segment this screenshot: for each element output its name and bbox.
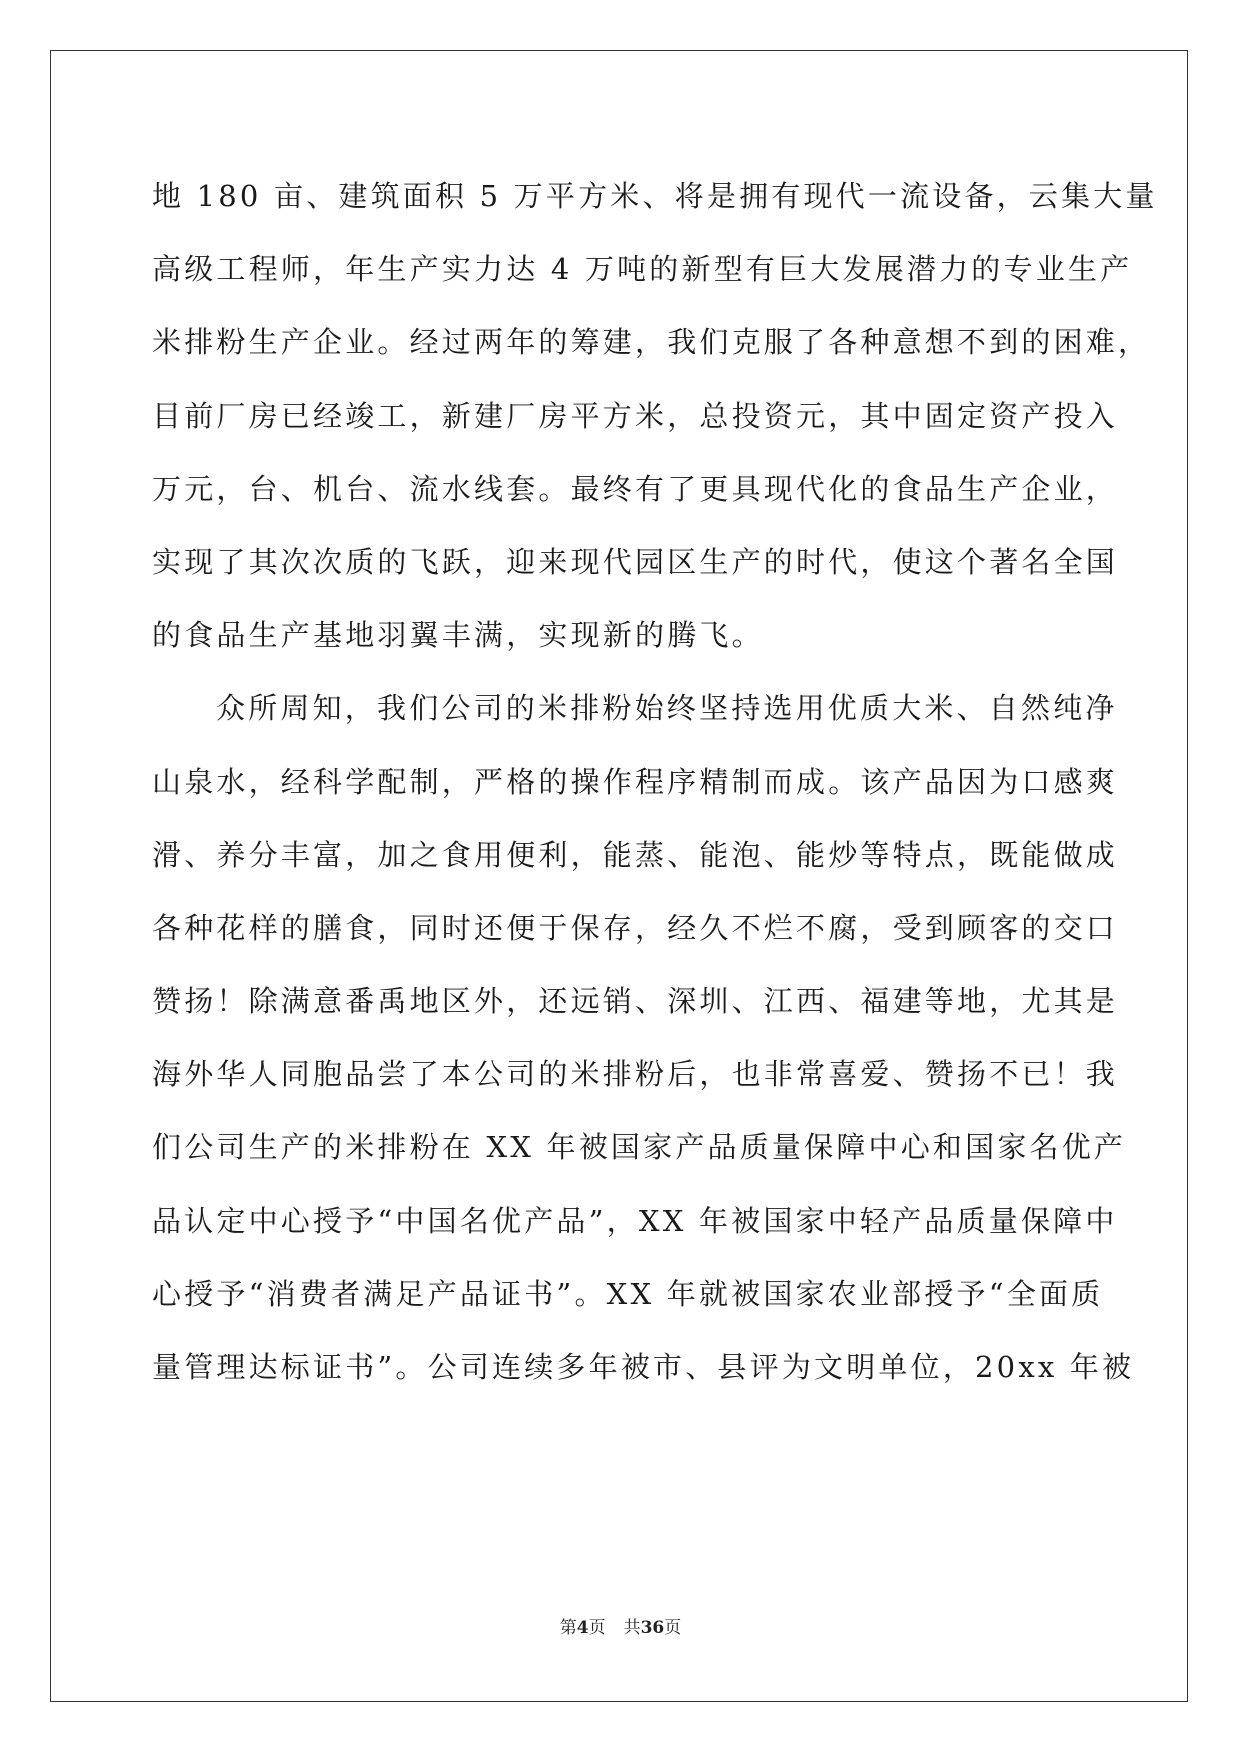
text-line: 品认定中心授予“中国名优产品”，XX 年被国家中轻产品质量保障中: [152, 1203, 1118, 1238]
text-line: 量管理达标证书”。公司连续多年被市、县评为文明单位，20xx 年被: [152, 1350, 1135, 1384]
page-total: 36: [640, 1618, 665, 1638]
text-line: 万元，台、机台、流水线套。最终有了更具现代化的食品生产企业，: [152, 471, 1119, 506]
page-current: 4: [576, 1618, 589, 1638]
page-prefix: 第: [559, 1618, 577, 1638]
total-suffix: 页: [664, 1618, 682, 1638]
text-line: 海外华人同胞品尝了本公司的米排粉后，也非常喜爱、赞扬不已！我: [152, 1057, 1119, 1092]
body-text: [152, 160, 1158, 1404]
text-line: 目前厂房已经竣工，新建厂房平方米，总投资元，其中固定资产投入: [152, 398, 1119, 433]
page-footer: [0, 1613, 1241, 1638]
text-line: 地 180 亩、建筑面积 5 万平方米、将是拥有现代一流设备，云集大量: [152, 179, 1158, 213]
text-line: 赞扬！除满意番禹地区外，还远销、深圳、江西、福建等地，尤其是: [152, 984, 1119, 1019]
text-line: 米排粉生产企业。经过两年的筹建，我们克服了各种意想不到的困难，: [152, 325, 1151, 360]
text-line: 山泉水，经科学配制，严格的操作程序精制而成。该产品因为口感爽: [152, 764, 1119, 799]
page-suffix: 页: [588, 1618, 606, 1638]
text-line: 们公司生产的米排粉在 XX 年被国家产品质量保障中心和国家名优产: [152, 1130, 1127, 1165]
text-line: 高级工程师，年生产实力达 4 万吨的新型有巨大发展潜力的专业生产: [152, 252, 1133, 287]
text-line: 的食品生产基地羽翼丰满，实现新的腾飞。: [152, 618, 764, 653]
total-prefix: 共: [623, 1618, 641, 1638]
text-line: 实现了其次次质的飞跃，迎来现代园区生产的时代，使这个著名全国: [152, 544, 1119, 579]
text-line: 滑、养分丰富，加之食用便利，能蒸、能泡、能炒等特点，既能做成: [152, 837, 1119, 872]
text-line-paragraph-start: 众所周知，我们公司的米排粉始终坚持选用优质大米、自然纯净: [216, 691, 1118, 726]
text-line: 心授予“消费者满足产品证书”。XX 年就被国家农业部授予“全面质: [152, 1276, 1104, 1311]
text-line: 各种花样的膳食，同时还便于保存，经久不烂不腐，受到顾客的交口: [152, 910, 1119, 945]
